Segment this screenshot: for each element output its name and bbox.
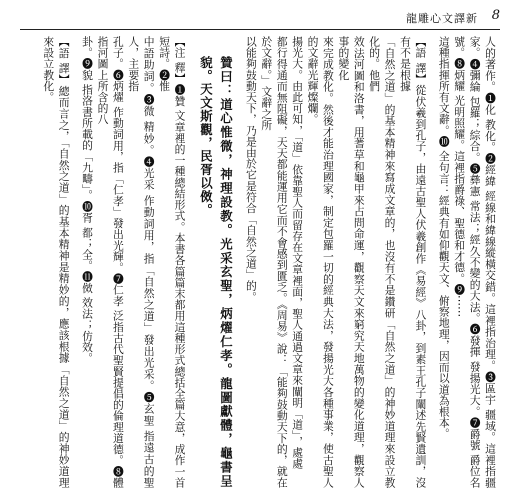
translation-line: 揚光大。由此可知，「道」依靠聖人而留存在文章裡面，聖人通過文章來闡明「道」，處處 <box>291 36 305 470</box>
notes-line: 卦。❾貌 指洛書所載的「九疇」。❿胥 都；全。⓫傚 效法；仿效。 <box>81 36 95 364</box>
annotation-line: 這種指揮所有文辭。❿ 全句言：經典有如仰觀天文、俯察地理，因而以道為根本。 <box>437 36 451 440</box>
zan-verse: 贊曰：道心惟微，神理設教。光采玄聖，炳燿仁孝。龍圖獻體，龜書呈貌。天文斯觀，民胥以傚。 <box>198 56 234 488</box>
translation-line: 來完成教化。然後才能治理國家，制定包羅一切的經典大法，發揚光大各種事業，使古聖人的文辭光輝燦爛。 <box>306 36 335 488</box>
final-translation-line: 【語 譯】總而言之，「自然之道」的基本精神是精妙的，應該根據「自然之道」的神妙道理來設立教化。 <box>42 36 71 488</box>
page-number: 8 <box>491 8 500 23</box>
translation-line: 【語 譯】從伏羲到孔子，由遠古聖人伏羲創作《易經》八卦，到素王孔子闡述先賢遺訓，沒有不是根據 <box>398 36 428 488</box>
translation-line: 「自然之道」的基本精神來寫成文章的，也沒有不是鑽研「自然之道」的神妙道理來設立教化的。他們 <box>368 36 397 488</box>
notes-line: 中語助詞。❸微 精妙。❹光采 作動詞用，指「自然之道」發出光采。❺玄聖 指遠古的聖人，主要指 <box>127 36 156 488</box>
page-header <box>0 8 520 28</box>
translation-line: 都行得通而無阻礙，天天都能運用它而不會感到匱乏。《周易》說：「能夠鼓動天下的，就在於文辭。」文辭之所 <box>260 36 289 488</box>
notes-line: 孔子。❻炳燿 作動詞用，指「仁孝」發出光輝。❼仁孝 泛指古代聖賢提倡的倫理道德。❽體 指河圖上所含的八 <box>96 36 125 488</box>
annotation-line: 人的著作。❶化 教化。❷經緯 經線和緯線縱橫交錯。這裡指治理。❸區宇 疆域。這裡指疆家。❹彌綸 包羅；綜合。❺彝憲 常法；經久不變的大法。❻發揮 發揚光大。❼爵號 爵位名號。❽炳耀 光明照耀。這裡指爵祿、聖德和才德。❾⋯⋯ <box>453 36 497 488</box>
page-body <box>22 36 498 488</box>
translation-line: 以能夠鼓動天下，乃是由於它是符合「自然之道」的。 <box>244 36 258 303</box>
translation-line: 效法河圖和洛書，用蓍草和龜甲來占問命運，觀察天文來窮究天地萬物的變化道理，觀察人事的變化 <box>337 36 366 488</box>
header-rule <box>20 29 500 30</box>
book-title: 龍雕心文譯新 <box>406 12 478 25</box>
notes-line: 【注 釋】❶贊 文章裡的一種總結形式。本書各篇篇末都用這種形式總括全篇大意，成作一首短詩。❷惟 <box>158 36 187 488</box>
